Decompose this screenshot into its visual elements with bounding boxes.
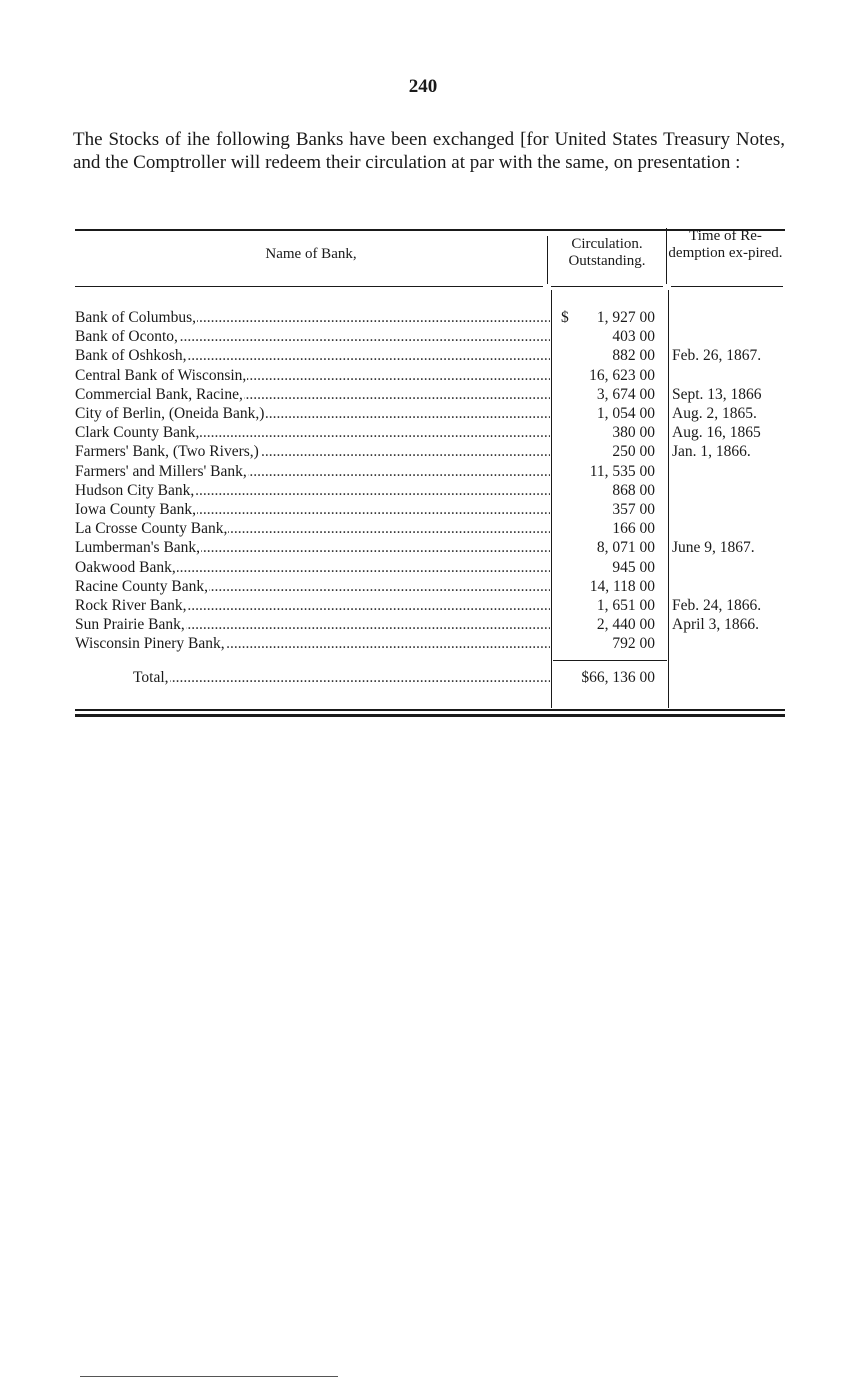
bank-name-cell <box>75 558 550 577</box>
bank-name: Wisconsin Pinery Bank, <box>75 635 225 653</box>
bank-name: Lumberman's Bank, <box>75 539 201 557</box>
bank-name: Iowa County Bank, <box>75 501 196 518</box>
circulation-amount: 2, 440 00 <box>596 616 655 634</box>
circulation-amount: 945 00 <box>612 558 655 576</box>
redemption-date: April 3, 1866. <box>672 616 759 634</box>
bank-name-cell <box>75 462 550 481</box>
bank-name-cell <box>75 404 550 423</box>
table-row <box>75 577 785 596</box>
total-label-cell <box>133 668 550 687</box>
table-row <box>75 346 785 365</box>
bank-name: Hudson City Bank, <box>75 481 195 499</box>
circulation-amount: 403 00 <box>612 328 655 346</box>
table-row <box>75 308 785 327</box>
total-separator <box>553 660 667 661</box>
leader-dots <box>133 668 550 687</box>
bank-name: Rock River Bank, <box>75 597 187 614</box>
redemption-date: Feb. 26, 1867. <box>672 347 762 365</box>
bank-name: City of Berlin, (Oneida Bank,) <box>75 405 265 422</box>
table-row <box>75 366 785 385</box>
circulation-amount: 8, 071 00 <box>596 539 655 557</box>
header-divider-2 <box>666 228 667 284</box>
page-number: 240 <box>408 76 438 97</box>
circulation-amount: 14, 118 00 <box>589 577 655 595</box>
bank-name: Bank of Oshkosh, <box>75 347 187 365</box>
circulation-amount: 250 00 <box>612 443 655 461</box>
table-bottom-rule-1 <box>75 709 785 711</box>
redemption-date: June 9, 1867. <box>672 539 755 557</box>
header-time-of-redemption: Time of Re-demption ex-pired. <box>668 228 783 261</box>
header-underline-name <box>75 286 543 287</box>
total-amount: $66, 136 00 <box>581 669 655 686</box>
table-row <box>75 558 785 577</box>
bank-name: Clark County Bank, <box>75 424 200 442</box>
circulation-amount: 11, 535 00 <box>589 462 655 480</box>
circulation-amount: 380 00 <box>612 424 655 442</box>
table-row <box>75 327 785 346</box>
bank-name: Racine County Bank, <box>75 577 209 595</box>
table-row <box>75 442 785 461</box>
table-row <box>75 596 785 615</box>
bank-name: La Crosse County Bank, <box>75 520 228 538</box>
bank-name: Farmers' and Millers' Bank, <box>75 462 247 480</box>
bank-name-cell <box>75 423 550 442</box>
table-row <box>75 404 785 423</box>
bank-name-cell <box>75 481 550 500</box>
table-row <box>75 481 785 500</box>
bank-name: Farmers' Bank, (Two Rivers,) <box>75 443 259 461</box>
circulation-amount: 3, 674 00 <box>596 385 655 403</box>
bank-name-cell <box>75 538 550 557</box>
redemption-date: Sept. 13, 1866 <box>672 385 762 403</box>
table-row <box>75 538 785 557</box>
header-underline-time <box>671 286 783 287</box>
circulation-amount: 166 00 <box>612 520 655 538</box>
circulation-amount: 1, 927 00 <box>596 309 655 326</box>
intro-paragraph: The Stocks of ihe following Banks have been exchanged [for United States Treasury Notes, and the Comptroller will redeem their circulation at par with the same, on presentation : <box>73 129 785 173</box>
table-row <box>75 500 785 519</box>
bank-name: Oakwood Bank, <box>75 558 176 576</box>
table-row <box>75 385 785 404</box>
bank-name-cell <box>75 385 550 404</box>
header-divider-1 <box>547 236 548 284</box>
total-row <box>75 668 785 687</box>
bank-name-cell <box>75 327 550 346</box>
table-row <box>75 615 785 634</box>
bank-name-cell <box>75 596 550 615</box>
currency-sign: $ <box>561 309 569 326</box>
circulation-amount: 16, 623 00 <box>589 366 655 384</box>
bank-name: Bank of Columbus, <box>75 309 196 326</box>
bank-name: Bank of Oconto, <box>75 328 178 346</box>
bank-name-cell <box>75 500 550 519</box>
header-underline-circ <box>551 286 663 287</box>
circulation-amount: 1, 054 00 <box>596 405 655 422</box>
bank-name: Sun Prairie Bank, <box>75 616 185 634</box>
bank-table <box>75 228 785 720</box>
bank-name-cell <box>75 346 550 365</box>
circulation-amount: 1, 651 00 <box>596 597 655 614</box>
bank-name-cell <box>75 615 550 634</box>
circulation-amount: 868 00 <box>612 481 655 499</box>
bank-name-cell <box>75 366 550 385</box>
table-row <box>75 423 785 442</box>
redemption-date: Aug. 2, 1865. <box>672 405 757 422</box>
bank-name-cell <box>75 519 550 538</box>
bank-name-cell <box>75 577 550 596</box>
bank-name-cell <box>75 442 550 461</box>
table-bottom-rule-2 <box>75 714 785 717</box>
redemption-date: Feb. 24, 1866. <box>672 597 762 614</box>
header-name-of-bank: Name of Bank, <box>265 246 357 262</box>
circulation-amount: 357 00 <box>612 501 655 518</box>
table-row <box>75 462 785 481</box>
redemption-date: Aug. 16, 1865 <box>672 424 761 442</box>
bank-name-cell <box>75 308 550 327</box>
table-row <box>75 519 785 538</box>
circulation-amount: 792 00 <box>612 635 655 653</box>
redemption-date: Jan. 1, 1866. <box>672 443 751 461</box>
bank-name: Commercial Bank, Racine, <box>75 385 243 403</box>
bank-name-cell <box>75 634 550 653</box>
table-row <box>75 634 785 653</box>
header-circulation: Circulation. Outstanding. <box>568 236 646 269</box>
footer-rule <box>80 1376 338 1377</box>
total-label: Total, <box>133 669 169 686</box>
bank-name: Central Bank of Wisconsin, <box>75 366 247 384</box>
circulation-amount: 882 00 <box>612 347 655 365</box>
